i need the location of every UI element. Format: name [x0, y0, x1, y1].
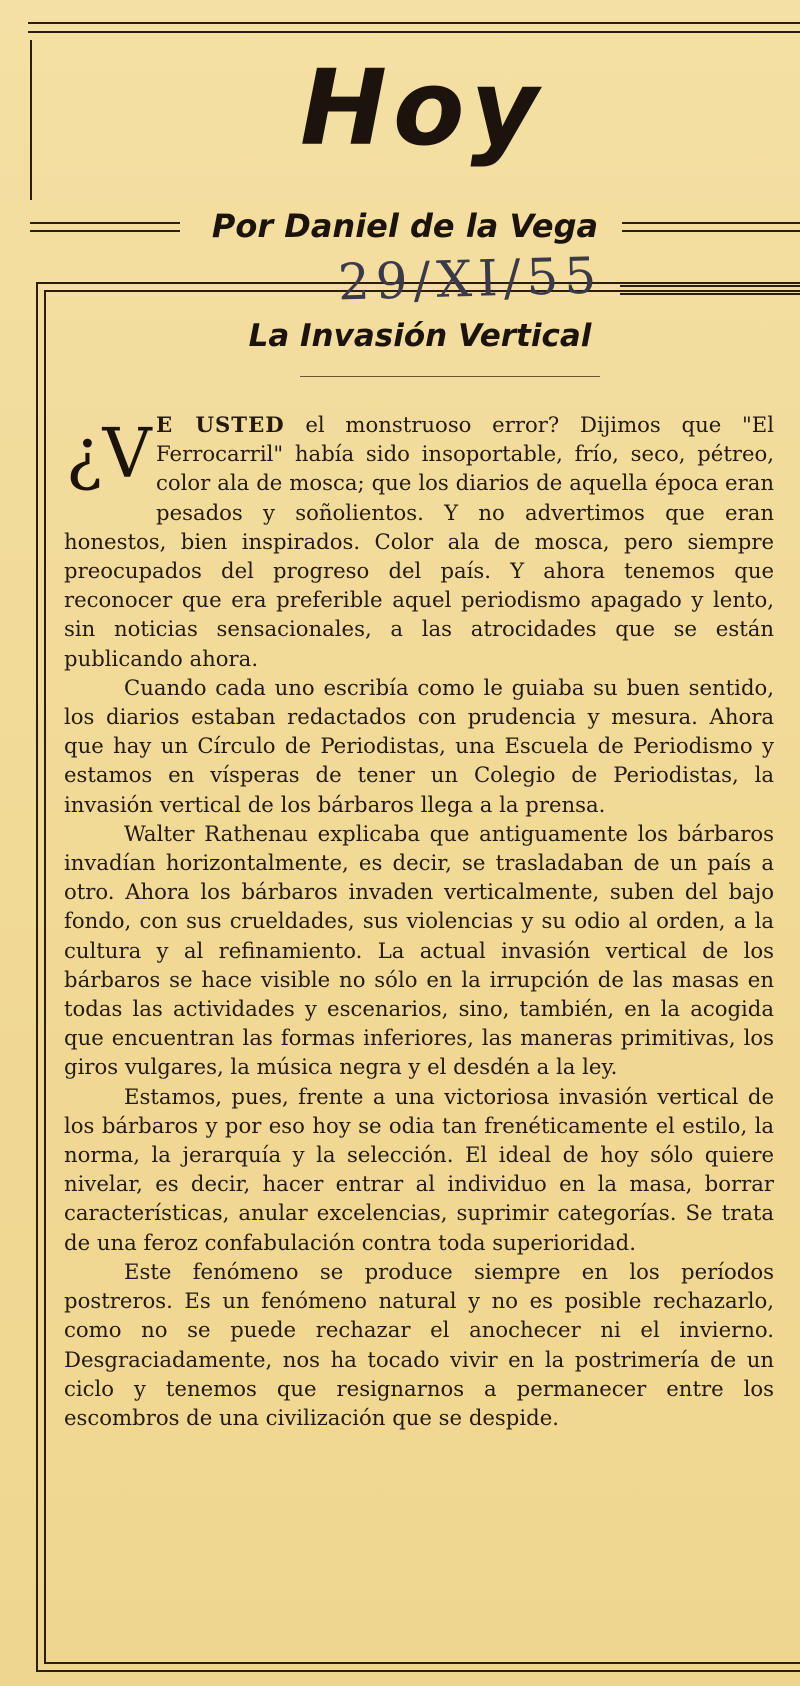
paragraph-1-text: el monstruoso error? Dijimos que "El Ferrocarril" había sido insoportable, frío, seco, pétreo, color ala de mosca; que los diarios de aquella época eran pesados y soñolientos. Y no advertimos que eran honestos, bien inspirados. Color ala de mosca, pero siempre preocupados del progreso del país. Y ahora tenemos que reconocer que era preferible aquel periodismo apagado y lento, sin noticias sensacionales, a las atrocidades que se están publicando ahora.	[64, 412, 775, 671]
paragraph-2: Cuando cada uno escribía como le guiaba su buen sentido, los diarios estaban redactados con prudencia y mesura. Ahora que hay un Círculo de Periodistas, una Escuela de Periodismo y estamos en vísperas de tener un Colegio de Periodistas, la invasión vertical de los bárbaros llega a la prensa.	[64, 674, 774, 817]
subtitle-underline	[300, 376, 600, 377]
subtitle-rule-right	[620, 285, 800, 295]
paragraph-5: Este fenómeno se produce siempre en los períodos postreros. Es un fenómeno natural y no es posible rechazarlo, como no se puede rechazar el anochecer ni el invierno. Desgraciadamente, nos ha tocado vivir en la postrimería de un ciclo y tenemos que resignarnos a permanecer entre los escombros de una civilización que se despide.	[64, 1258, 774, 1430]
byline: Por Daniel de la Vega	[211, 207, 599, 245]
paragraph-1	[64, 410, 774, 673]
byline-rule-right	[622, 222, 800, 232]
article-subtitle: La Invasión Vertical	[248, 318, 592, 354]
handwritten-date: 29/XI/55	[337, 246, 603, 312]
lead-words: E USTED	[156, 412, 285, 437]
drop-cap: ¿V	[66, 415, 152, 494]
column-title: Hoy	[300, 47, 545, 169]
paragraph-3: Walter Rathenau explicaba que antiguamente los bárbaros invadían horizontalmente, es decir, se trasladaban de un país a otro. Ahora los bárbaros invaden verticalmente, suben del bajo fondo, con sus crueldades, sus violencias y su odio al orden, a la cultura y al refinamiento. La actual invasión vertical de los bárbaros se hace visible no sólo en la irrupción de las masas en todas las actividades y escenarios, sino, también, en la acogida que encuentran las formas inferiores, las maneras primitivas, los giros vulgares, la música negra y el desdén a la ley.	[64, 820, 774, 1080]
byline-rule-left	[30, 222, 180, 232]
article-body	[64, 410, 774, 1432]
top-rule	[28, 22, 800, 33]
paragraph-4: Estamos, pues, frente a una victoriosa invasión vertical de los bárbaros y por eso hoy se odia tan frenéticamente el estilo, la norma, la jerarquía y la selección. El ideal de hoy sólo quiere nivelar, es decir, hacer entrar al individuo en la masa, borrar características, anular excelencias, suprimir categorías. Se trata de una feroz confabulación contra toda superioridad.	[64, 1083, 774, 1255]
